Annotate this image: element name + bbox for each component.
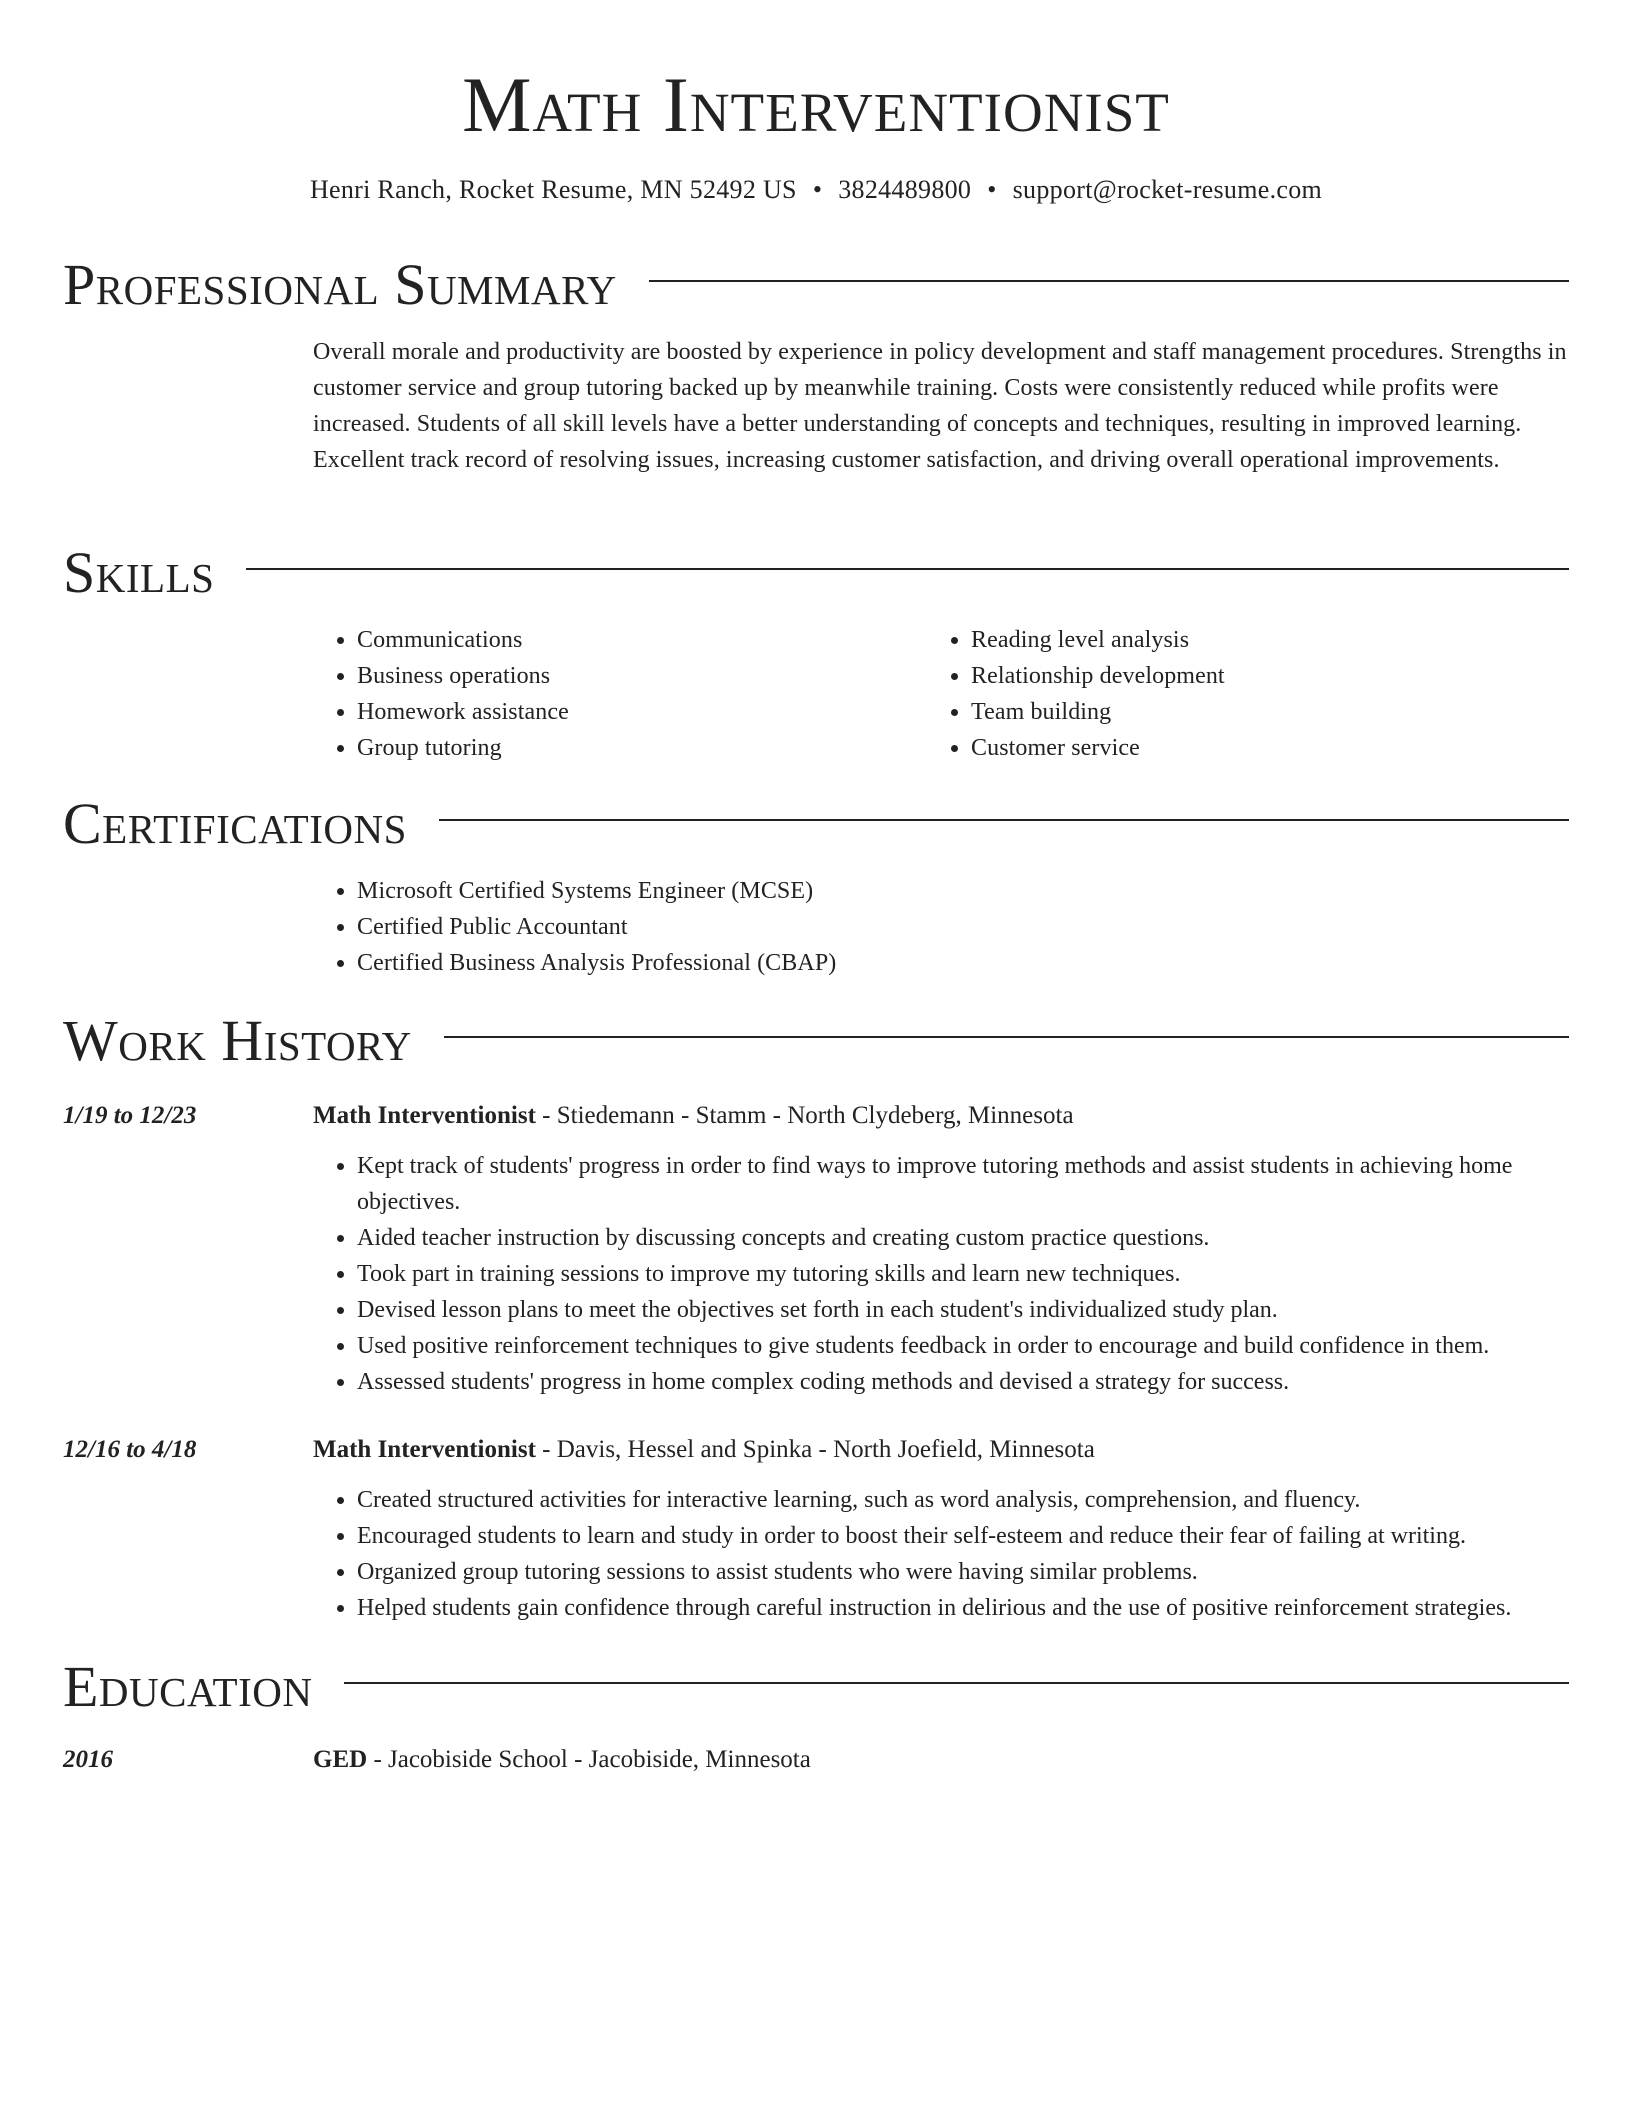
- job-title-line: [313, 1432, 1569, 1468]
- section-divider: [439, 819, 1569, 821]
- skills-header: [63, 538, 1569, 608]
- contact-email: support@rocket-resume.com: [1012, 175, 1323, 204]
- job-entry: [63, 1432, 1569, 1626]
- education-body: [313, 1742, 1569, 1778]
- job-bullet: • Kept track of students' progress in order to find ways to improve tutoring methods and assist students in achieving home objectives.: [357, 1148, 1569, 1220]
- job-bullets: [313, 1482, 1569, 1626]
- skill-item: • Homework assistance: [357, 694, 927, 730]
- job-dates: 12/16 to 4/18: [63, 1436, 197, 1463]
- job-bullet: • Aided teacher instruction by discussing concepts and creating custom practice questions.: [357, 1220, 1569, 1256]
- education-year: 2016: [63, 1746, 113, 1773]
- certifications-section: [63, 789, 1569, 981]
- job-bullet: • Encouraged students to learn and study in order to boost their self-esteem and reduce their fear of failing at writing.: [357, 1518, 1569, 1554]
- certifications-title: Certifications: [63, 791, 407, 856]
- job-bullet: • Created structured activities for interactive learning, such as word analysis, comprehension, and fluency.: [357, 1482, 1569, 1518]
- skills-title: Skills: [63, 540, 215, 605]
- contact-separator: •: [987, 175, 997, 204]
- job-bullet: • Assessed students' progress in home complex coding methods and devised a strategy for success.: [357, 1364, 1569, 1400]
- skill-item: • Business operations: [357, 658, 927, 694]
- section-divider: [649, 280, 1569, 282]
- job-bullet: • Organized group tutoring sessions to assist students who were having similar problems.: [357, 1554, 1569, 1590]
- summary-content: [313, 320, 1569, 478]
- summary-title: Professional Summary: [63, 252, 617, 317]
- work-history-section: [63, 1006, 1569, 1626]
- education-header: [63, 1652, 1569, 1722]
- skill-item: • Team building: [971, 694, 1541, 730]
- job-bullet: • Used positive reinforcement techniques to give students feedback in order to encourage and build confidence in them.: [357, 1328, 1569, 1364]
- job-details: - Davis, Hessel and Spinka - North Joefield, Minnesota: [535, 1436, 1095, 1463]
- summary-header: [63, 250, 1569, 320]
- job-bullet: • Helped students gain confidence through careful instruction in delirious and the use of positive reinforcement strategies.: [357, 1590, 1569, 1626]
- contact-separator: •: [812, 175, 823, 204]
- job-body: [313, 1432, 1569, 1626]
- education-section: [63, 1652, 1569, 1778]
- job-dates: 1/19 to 12/23: [63, 1102, 197, 1129]
- education-title-line: [313, 1742, 1569, 1778]
- job-details: - Stiedemann - Stamm - North Clydeberg, Minnesota: [535, 1102, 1074, 1129]
- contact-line: [63, 172, 1569, 208]
- skills-content: [313, 608, 1569, 766]
- education-degree: GED: [313, 1746, 368, 1773]
- summary-section: [63, 250, 1569, 478]
- job-body: [313, 1098, 1569, 1400]
- skill-item: • Reading level analysis: [971, 622, 1541, 658]
- skill-item: • Customer service: [971, 730, 1541, 766]
- job-role: Math Interventionist: [313, 1102, 536, 1129]
- certification-item: • Certified Public Accountant: [357, 909, 1569, 945]
- section-divider: [246, 568, 1569, 570]
- skills-column-right: [927, 622, 1541, 766]
- job-bullets: [313, 1148, 1569, 1400]
- skill-item: • Group tutoring: [357, 730, 927, 766]
- certification-item: • Microsoft Certified Systems Engineer (MCSE): [357, 873, 1569, 909]
- education-entry: [63, 1742, 1569, 1778]
- work-history-header: [63, 1006, 1569, 1076]
- section-divider: [444, 1036, 1569, 1038]
- skill-item: • Relationship development: [971, 658, 1541, 694]
- skill-item: • Communications: [357, 622, 927, 658]
- job-bullet: • Devised lesson plans to meet the objectives set forth in each student's individualized study plan.: [357, 1292, 1569, 1328]
- contact-phone: 3824489800: [838, 175, 972, 204]
- resume-name: Math Interventionist: [462, 61, 1170, 148]
- job-role: Math Interventionist: [313, 1436, 536, 1463]
- job-bullet: • Took part in training sessions to improve my tutoring skills and learn new techniques.: [357, 1256, 1569, 1292]
- certifications-header: [63, 789, 1569, 859]
- job-title-line: [313, 1098, 1569, 1134]
- section-divider: [344, 1682, 1569, 1684]
- contact-address: Henri Ranch, Rocket Resume, MN 52492 US: [309, 175, 797, 204]
- work-history-title: Work History: [63, 1008, 412, 1073]
- skills-column-left: [313, 622, 927, 766]
- certification-item: • Certified Business Analysis Professional (CBAP): [357, 945, 1569, 981]
- job-entry: [63, 1098, 1569, 1400]
- certifications-content: [313, 859, 1569, 981]
- education-details: - Jacobiside School - Jacobiside, Minnesota: [367, 1746, 811, 1773]
- summary-text: Overall morale and productivity are boosted by experience in policy development and staff management procedures. Strengths in customer service and group tutoring backed up by meanwhile training. Costs were consistently reduced while profits were increased. Students of all skill levels have a better understanding of concepts and techniques, resulting in improved learning. Excellent track record of resolving issues, increasing customer satisfaction, and driving overall operational improvements.: [313, 339, 1567, 473]
- skills-grid: [313, 608, 1569, 766]
- education-title: Education: [63, 1654, 313, 1719]
- skills-section: [63, 538, 1569, 766]
